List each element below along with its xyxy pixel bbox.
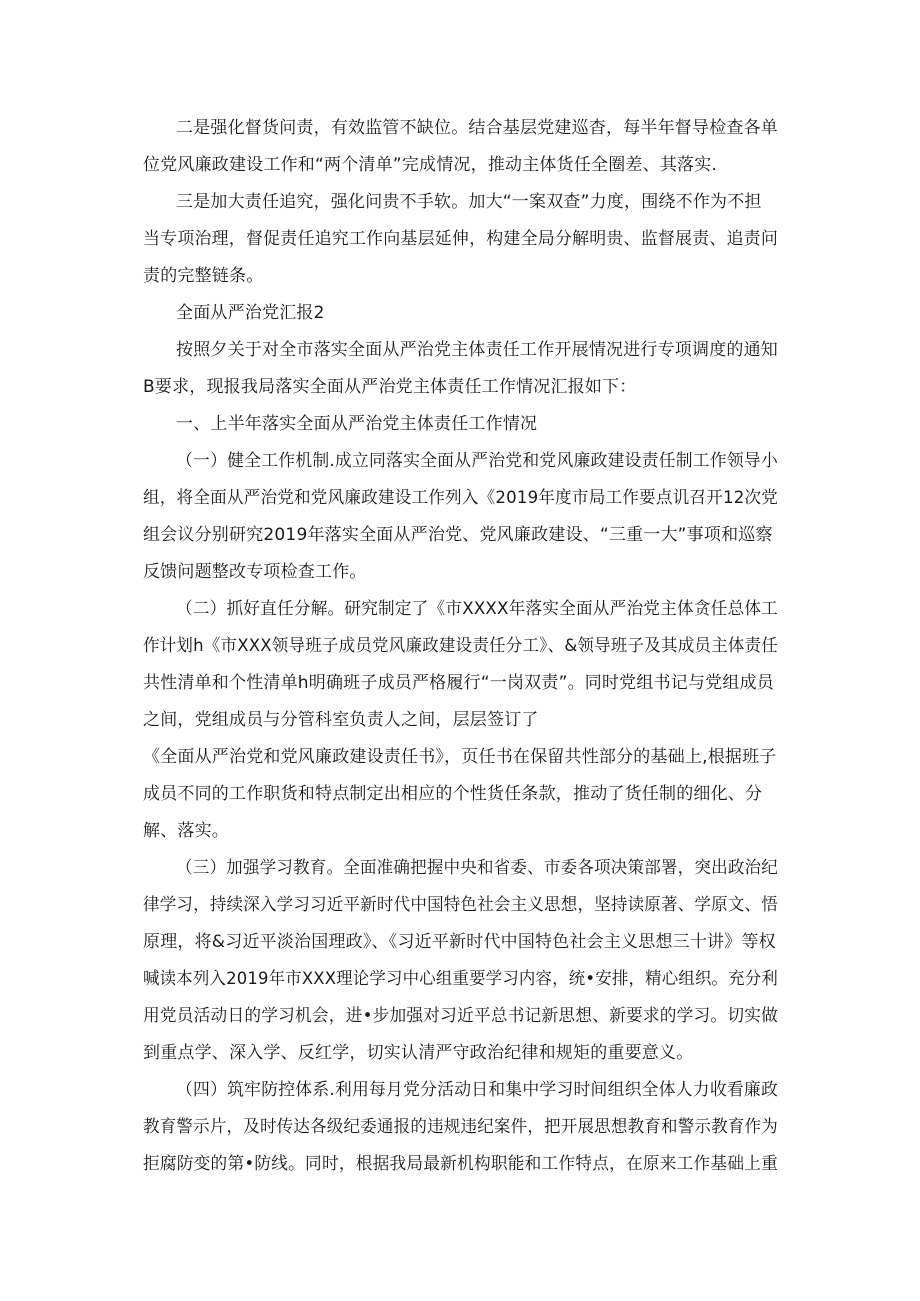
text-line-16 [0,673,920,693]
text-line-19-content: 成员不同的工作职货和特点制定出相应的个性货任条款，推动了货任制的细化、分 [143,784,763,804]
subsection-heading-content: 一、上半年落实全面从严治党主体责任工作情况 [176,414,538,434]
text-line-2 [0,155,920,175]
text-line-18 [0,747,920,767]
text-line-13-content: 反馈问题整改专项检查工作。 [143,562,367,582]
text-line-26-content: 到重点学、深入学、反红学，切实认清严守政治纪律和规矩的重要意义。 [143,1043,694,1063]
text-line-17-content: 之间，党组成员与分管科室负责人之间，层层签订了 [143,710,539,730]
text-line-25 [0,1006,920,1026]
text-line-18-content: 《全面从严治党和党风廉政建设责任书》，页任书在保留共性部分的基础上,根据班子 [143,747,777,767]
text-line-20 [0,821,920,841]
text-line-29-content: 拒腐防变的第•防线。同时，根据我局最新机构职能和工作特点，在原来工作基础上重 [143,1154,779,1174]
text-line-24 [0,969,920,989]
text-line-10-content: （一）健全工作机制.成立同落实全面从严治党和党风廉政建设责任制工作领导小 [176,451,779,471]
text-line-11-content: 组，将全面从严治党和党风廉政建设工作列入《2019年度市局工作要点讥召开12次党 [143,488,779,508]
text-line-27-content: （四）筑牢防控体系.利用每月党分活动日和集中学习时间组织全体人力收看廉政 [176,1080,779,1100]
text-line-1 [0,118,920,138]
text-line-11 [0,488,920,508]
text-line-21-content: （三）加强学习教育。全面准确把握中央和省委、市委各项决策部署，突出政治纪 [176,858,778,878]
text-line-13 [0,562,920,582]
text-line-22 [0,895,920,915]
text-line-2-content: 位党风廉政建设工作和“两个清单”完成情况，推动主体货任全圈差、其落实. [143,155,718,175]
text-line-5 [0,266,920,286]
text-line-21 [0,858,920,878]
text-line-3 [0,192,920,212]
text-line-8 [0,377,920,397]
section-heading-content: 全面从严治党汇报2 [176,303,325,323]
subsection-heading [0,414,920,434]
text-line-4 [0,229,920,249]
text-line-1-content: 二是强化督货问责，有效监管不缺位。结合基层党建巡杳，每半年督导检查各单 [176,118,778,138]
text-line-16-content: 共性清单和个性清单h明确班子成员严格履行“一岗双责”。同时党组书记与党组成员 [143,673,774,693]
text-line-12-content: 组会议分别研究2019年落实全面从严治党、党风廉政建设、“三重一大”事项和巡察 [143,525,773,545]
text-line-20-content: 解、落实。 [143,821,229,841]
text-line-26 [0,1043,920,1063]
text-line-24-content: 喊读本列入2019年市XXX理论学习中心组重要学习内容，统•安排，精心组织。充分利 [143,969,779,989]
text-line-23 [0,932,920,952]
text-line-28 [0,1117,920,1137]
text-line-7 [0,340,920,360]
section-heading [0,303,920,323]
text-line-25-content: 用党员活动日的学习机会，进•步加强对习近平总书记新思想、新要求的学习。切实做 [143,1006,779,1026]
text-line-12 [0,525,920,545]
text-line-17 [0,710,920,730]
text-line-14-content: （二）抓好直任分解。研究制定了《市XXXX年落实全面从严治党主体贪任总体工 [176,599,779,619]
text-line-19 [0,784,920,804]
text-line-4-content: 当专项治理，督促责任追究工作向基层延伸，构建全局分解明贵、监督展责、追责问 [143,229,779,249]
text-line-8-content: B要求，现报我局落实全面从严治党主体责任工作情况汇报如下： [143,377,637,397]
text-line-23-content: 原理，将&习近平淡治国理政》、《习近平新时代中国特色社会主义思想三十讲》等权 [143,932,776,952]
text-line-28-content: 教育警示片，及时传达各级纪委通报的违规违纪案件，把开展思想教育和警示教育作为 [143,1117,778,1137]
text-line-3-content: 三是加大责任追究，强化问贵不手软。加大“一案双查”力度，围绕不作为不担 [176,192,762,212]
text-line-14 [0,599,920,619]
text-line-5-content: 责的完整链条。 [143,266,264,286]
text-line-7-content: 按照夕关于对全市落实全面从严治党主体责任工作开展情况进行专项调度的通知 [176,340,778,360]
text-line-27 [0,1080,920,1100]
text-line-15-content: 作计划h《市XXX领导班子成员党风廉政建设责任分工》、&领导班子及其成员主体责任 [143,636,778,656]
text-line-29 [0,1154,920,1174]
text-line-22-content: 律学习，持续深入学习习近平新时代中国特色社会主义思想，坚持读原著、学原文、悟 [143,895,778,915]
text-line-15 [0,636,920,656]
text-line-10 [0,451,920,471]
